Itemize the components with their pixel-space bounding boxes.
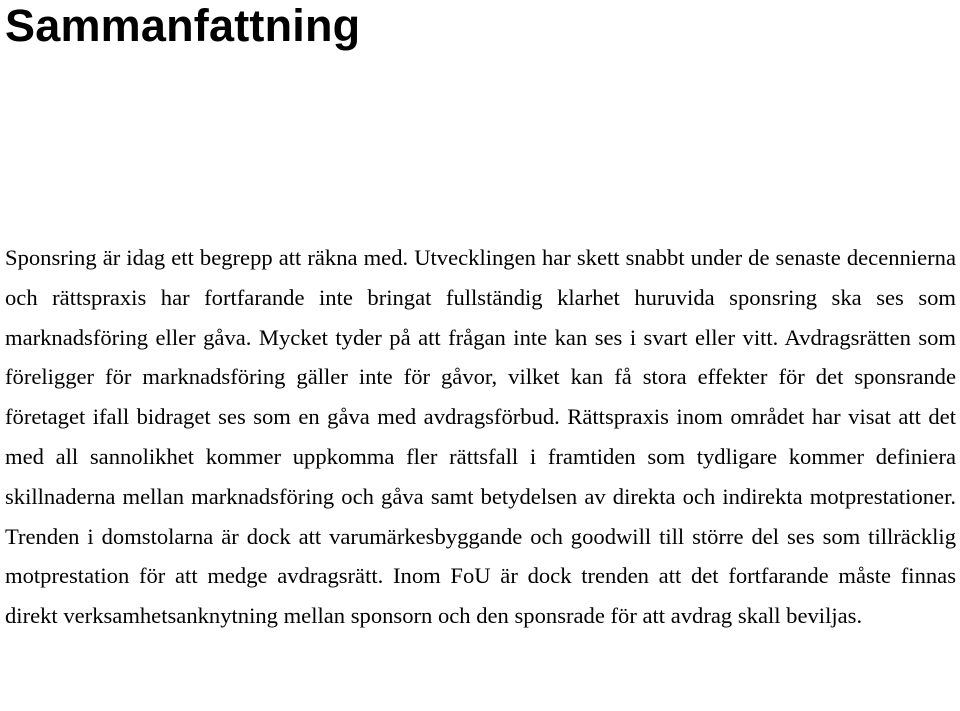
page-title: Sammanfattning [5, 0, 361, 51]
summary-paragraph: Sponsring är idag ett begrepp att räkna med. Utvecklingen har skett snabbt under de senaste decennierna och rättspraxis har fortfarande inte bringat fullständig klarhet huruvida sponsring ska ses som marknadsföring eller gåva. Mycket tyder på att frågan inte kan ses i svart eller vitt. Avdragsrätten som föreligger för marknadsföring gäller inte för gåvor, vilket kan få stora effekter för det sponsrande företaget ifall bidraget ses som en gåva med avdragsförbud. Rättspraxis inom området har visat att det med all sannolikhet kommer uppkomma fler rättsfall i framtiden som tydligare kommer definiera skillnaderna mellan marknadsföring och gåva samt betydelsen av direkta och indirekta motprestationer. Trenden i domstolarna är dock att varumärkesbyggande och goodwill till större del ses som tillräcklig motprestation för att medge avdragsrätt. Inom FoU är dock trenden att det fortfarande måste finnas direkt verksamhetsanknytning mellan sponsorn och den sponsrade för att avdrag skall beviljas. [5, 245, 956, 629]
